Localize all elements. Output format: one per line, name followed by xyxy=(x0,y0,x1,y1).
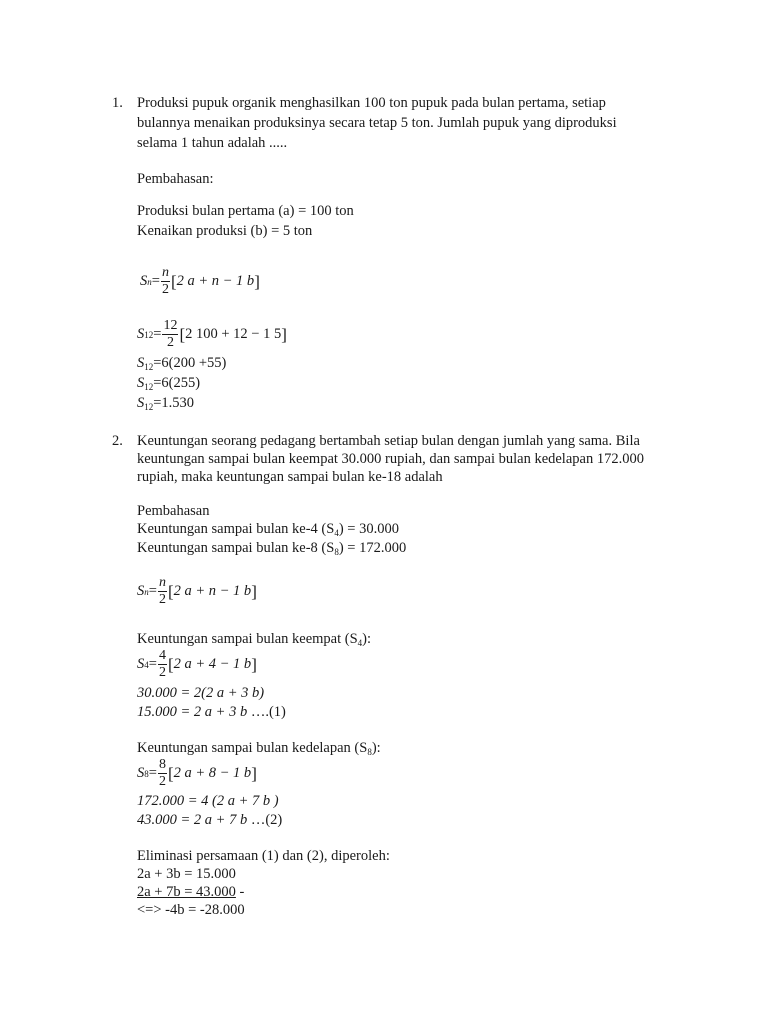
fraction: $\frac{12}{2}$ xyxy=(163,318,178,350)
q2-s8-formula: S 8 = $\frac{8}{2}$ [ 2 a + 8 − 1 b ] xyxy=(137,757,257,789)
q2-s8-line-2: 43.000 = 2 a + 7 b …(2) xyxy=(137,812,283,828)
q2-text-line-3: rupiah, maka keuntungan sampai bulan ke-18 adalah xyxy=(137,469,443,485)
q1-text-line-3: selama 1 tahun adalah ..... xyxy=(137,135,288,151)
q2-s4-formula: S 4 = $\frac{4}{2}$ [ 2 a + 4 − 1 b ] xyxy=(137,648,257,680)
q2-sum-formula: S n = $\frac{n}{2}$ [ 2 a + n − 1 b ] xyxy=(137,575,257,607)
q1-sum-formula: S n = $\frac{n}{2}$ [ 2 a + n − 1 b ] xyxy=(140,265,260,297)
q2-elimination-result: <=> -4b = -28.000 xyxy=(137,902,245,918)
q2-given-s4: Keuntungan sampai bulan ke-4 $(S_4) = 30.000$ xyxy=(137,521,399,538)
q2-elimination-line-1: 2a + 3b = 15.000 xyxy=(137,866,236,882)
fraction: $\frac{8}{2}$ xyxy=(158,757,166,789)
q2-s4-line-1: 30.000 = 2(2 a + 3 b) xyxy=(137,685,265,701)
q1-number: 1. xyxy=(112,95,123,111)
q1-text-line-2: bulannya menaikan produksinya secara tetap 5 ton. Jumlah pupuk yang diproduksi xyxy=(137,115,617,131)
q2-s8-heading: Keuntungan sampai bulan kedelapan $(S_8)$: xyxy=(137,740,381,757)
q2-text-line-1: Keuntungan seorang pedagang bertambah setiap bulan dengan jumlah yang sama. Bila xyxy=(137,433,640,449)
q2-number: 2. xyxy=(112,433,123,449)
q2-pembahasan-label: Pembahasan xyxy=(137,503,210,519)
fraction: $\frac{4}{2}$ xyxy=(158,648,166,680)
q2-elimination-line-2: 2a + 7b = 43.000 - xyxy=(137,884,245,900)
q1-step-2: $S_{12}=6(200 +55)$ xyxy=(137,355,227,372)
q1-step-1: S 12 = $\frac{12}{2}$ [ 2 100 + 12 − 1 5 ] xyxy=(137,318,287,350)
q2-given-s8: Keuntungan sampai bulan ke-8 $(S_8) = 172.000$ xyxy=(137,540,407,557)
q1-pembahasan-label: Pembahasan: xyxy=(137,171,214,187)
q2-s4-line-2: 15.000 = 2 a + 3 b ….(1) xyxy=(137,704,286,720)
fraction: $\frac{n}{2}$ xyxy=(161,265,169,297)
q1-given-b: Kenaikan produksi (b) = 5 ton xyxy=(137,223,313,239)
q2-text-line-2: keuntungan sampai bulan keempat 30.000 rupiah, dan sampai bulan kedelapan 172.000 xyxy=(137,451,644,467)
q1-given-a: Produksi bulan pertama (a) = 100 ton xyxy=(137,203,354,219)
q2-s4-heading: Keuntungan sampai bulan keempat $(S_4)$: xyxy=(137,631,372,648)
q1-step-4: $S_{12}=1.530$ xyxy=(137,395,195,412)
q1-step-3: $S_{12}=6(255)$ xyxy=(137,375,201,392)
q2-elimination-heading: Eliminasi persamaan (1) dan (2), diperoleh: xyxy=(137,848,390,864)
q1-text-line-1: Produksi pupuk organik menghasilkan 100 ton pupuk pada bulan pertama, setiap xyxy=(137,95,606,111)
q2-s8-line-1: 172.000 = 4 (2 a + 7 b ) xyxy=(137,793,279,809)
fraction: $\frac{n}{2}$ xyxy=(158,575,166,607)
